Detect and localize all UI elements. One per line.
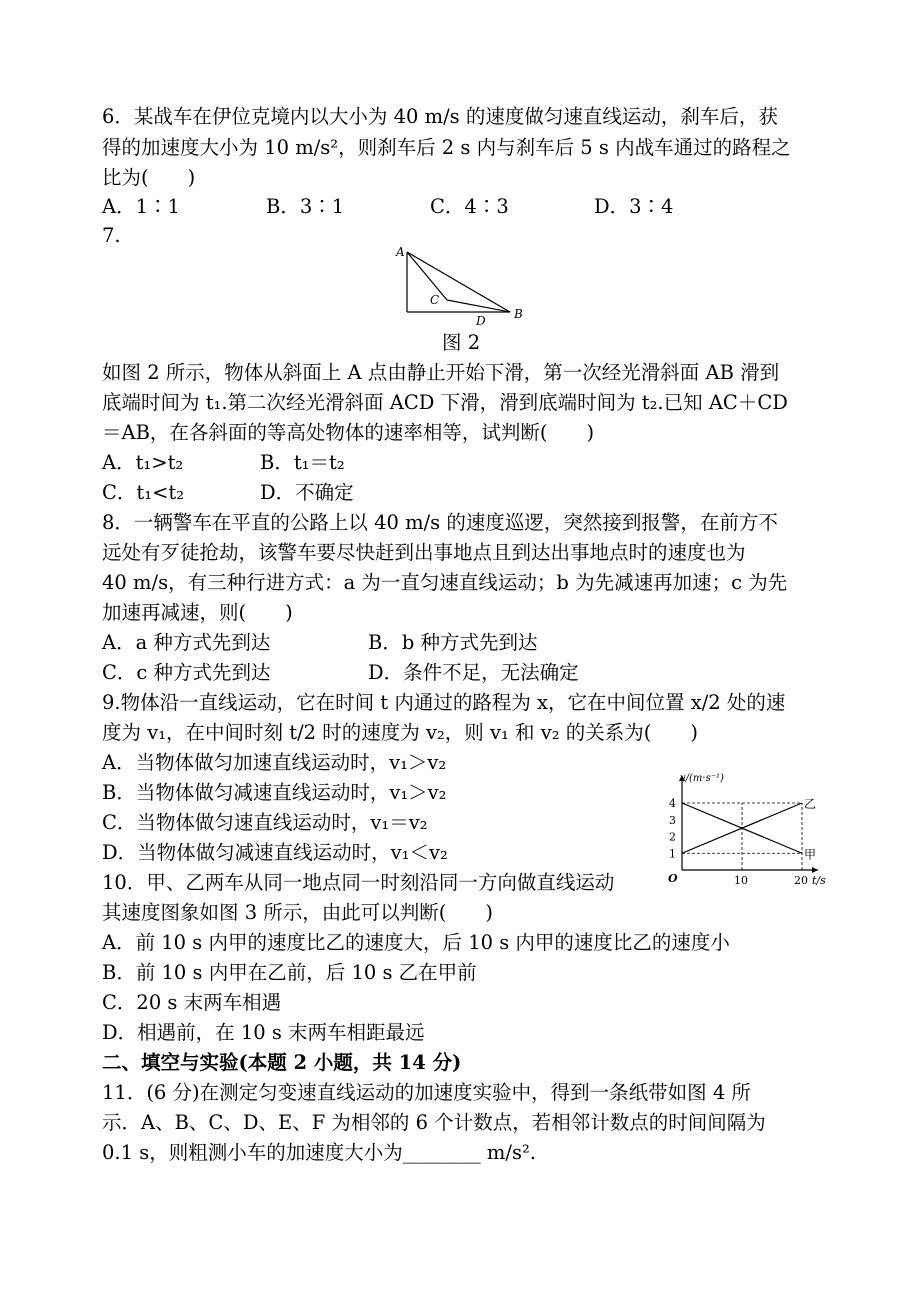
q7-line-3: ＝AB，在各斜面的等高处物体的速率相等，试判断( ) [102, 421, 595, 444]
y-axis-label: v/(m·s⁻¹) [680, 773, 724, 784]
q7-number: 7. [102, 224, 121, 247]
q8-line-1: 8．一辆警车在平直的公路上以 40 m/s 的速度巡逻，突然接到报警，在前方不 [102, 511, 778, 534]
q7-option-c: C．t₁<t₂ [102, 481, 185, 504]
q9-line-2: 度为 v₁，在中间时刻 t/2 时的速度为 v₂，则 v₁ 和 v₂ 的关系为( ) [102, 721, 698, 744]
q6-line-1: 6．某战车在伊位克境内以大小为 40 m/s 的速度做匀速直线运动，刹车后，获 [102, 105, 778, 128]
q10-line-2: 其速度图象如图 3 所示，由此可以判断( ) [102, 901, 494, 924]
q8-line-3: 40 m/s，有三种行进方式：a 为一直匀速直线运动；b 为先减速再加速；c 为先 [102, 571, 788, 594]
q9-option-a: A．当物体做匀加速直线运动时，v₁＞v₂ [102, 751, 447, 774]
q10-line-1: 10．甲、乙两车从同一地点同一时刻沿同一方向做直线运动 [102, 871, 615, 894]
fig-label-b: B [514, 307, 523, 321]
q8-option-a: A．a 种方式先到达 [102, 631, 271, 654]
q7-option-d: D．不确定 [260, 481, 354, 504]
q6-option-d: D．3∶4 [594, 195, 674, 218]
incline-ab [407, 252, 510, 312]
q9-line-1: 9.物体沿一直线运动，它在时间 t 内通过的路程为 x，它在中间位置 x/2 处的速 [102, 691, 786, 714]
q6-option-b: B．3∶1 [266, 195, 345, 218]
q8-option-b: B．b 种方式先到达 [368, 631, 538, 654]
q10-option-b: B．前 10 s 内甲在乙前，后 10 s 乙在甲前 [102, 961, 477, 984]
vt-chart [660, 765, 830, 890]
q11-line-3: 0.1 s，则粗测小车的加速度大小为________ m/s². [102, 1141, 536, 1164]
q8-option-c: C．c 种方式先到达 [102, 661, 271, 684]
q9-option-c: C．当物体做匀速直线运动时，v₁＝v₂ [102, 811, 428, 834]
fig-label-d: D [476, 314, 486, 328]
q6-line-2: 得的加速度大小为 10 m/s²，则刹车后 2 s 内与刹车后 5 s 内战车通过的路程之 [102, 136, 791, 159]
q10-option-d: D．相遇前，在 10 s 末两车相距最远 [102, 1021, 425, 1044]
q10-option-a: A．前 10 s 内甲的速度比乙的速度大，后 10 s 内甲的速度比乙的速度小 [102, 931, 730, 954]
q7-option-b: B．t₁＝t₂ [260, 451, 345, 474]
q8-option-d: D．条件不足，无法确定 [368, 661, 579, 684]
x-tick-label: 10 [734, 874, 748, 887]
series-label: 乙 [804, 797, 817, 811]
incline-ac [407, 252, 447, 300]
x-axis-arrow [812, 867, 818, 873]
q10-option-c: C．20 s 末两车相遇 [102, 991, 282, 1014]
fig2-caption: 图 2 [442, 331, 481, 354]
q9-option-d: D．当物体做匀减速直线运动时，v₁＜v₂ [102, 841, 448, 864]
q6-line-3: 比为( ) [102, 166, 196, 189]
q8-line-2: 远处有歹徒抢劫，该警车要尽快赶到出事地点且到达出事地点时的速度也为 [102, 541, 746, 564]
incline-figure [392, 240, 542, 330]
q11-line-2: 示．A、B、C、D、E、F 为相邻的 6 个计数点，若相邻计数点的时间间隔为 [102, 1111, 766, 1134]
x-axis-label: t/s [812, 874, 826, 887]
y-tick-label: 3 [669, 813, 676, 827]
y-tick-label: 2 [669, 830, 676, 844]
q6-option-a: A．1∶1 [102, 195, 180, 218]
x-tick-label: 20 [794, 874, 808, 887]
fig-label-c: C [430, 293, 440, 307]
series-label: 甲 [804, 847, 817, 862]
q9-option-b: B．当物体做匀减速直线运动时，v₁＞v₂ [102, 781, 447, 804]
q6-option-c: C．4∶3 [430, 195, 509, 218]
fig-label-a: A [396, 245, 405, 259]
origin-label: O [668, 872, 678, 885]
q7-line-2: 底端时间为 t₁.第二次经光滑斜面 ACD 下滑，滑到底端时间为 t₂.已知 AC＋CD [102, 391, 788, 414]
q8-line-4: 加速再减速，则( ) [102, 601, 293, 624]
q11-line-1: 11．(6 分)在测定匀变速直线运动的加速度实验中，得到一条纸带如图 4 所 [102, 1081, 751, 1104]
section-2-title: 二、填空与实验(本题 2 小题，共 14 分) [102, 1051, 462, 1074]
q7-option-a: A．t₁>t₂ [102, 451, 184, 474]
y-tick-label: 4 [669, 797, 676, 810]
q7-line-1: 如图 2 所示，物体从斜面上 A 点由静止开始下滑，第一次经光滑斜面 AB 滑到 [102, 361, 780, 384]
y-tick-label: 1 [669, 847, 676, 861]
